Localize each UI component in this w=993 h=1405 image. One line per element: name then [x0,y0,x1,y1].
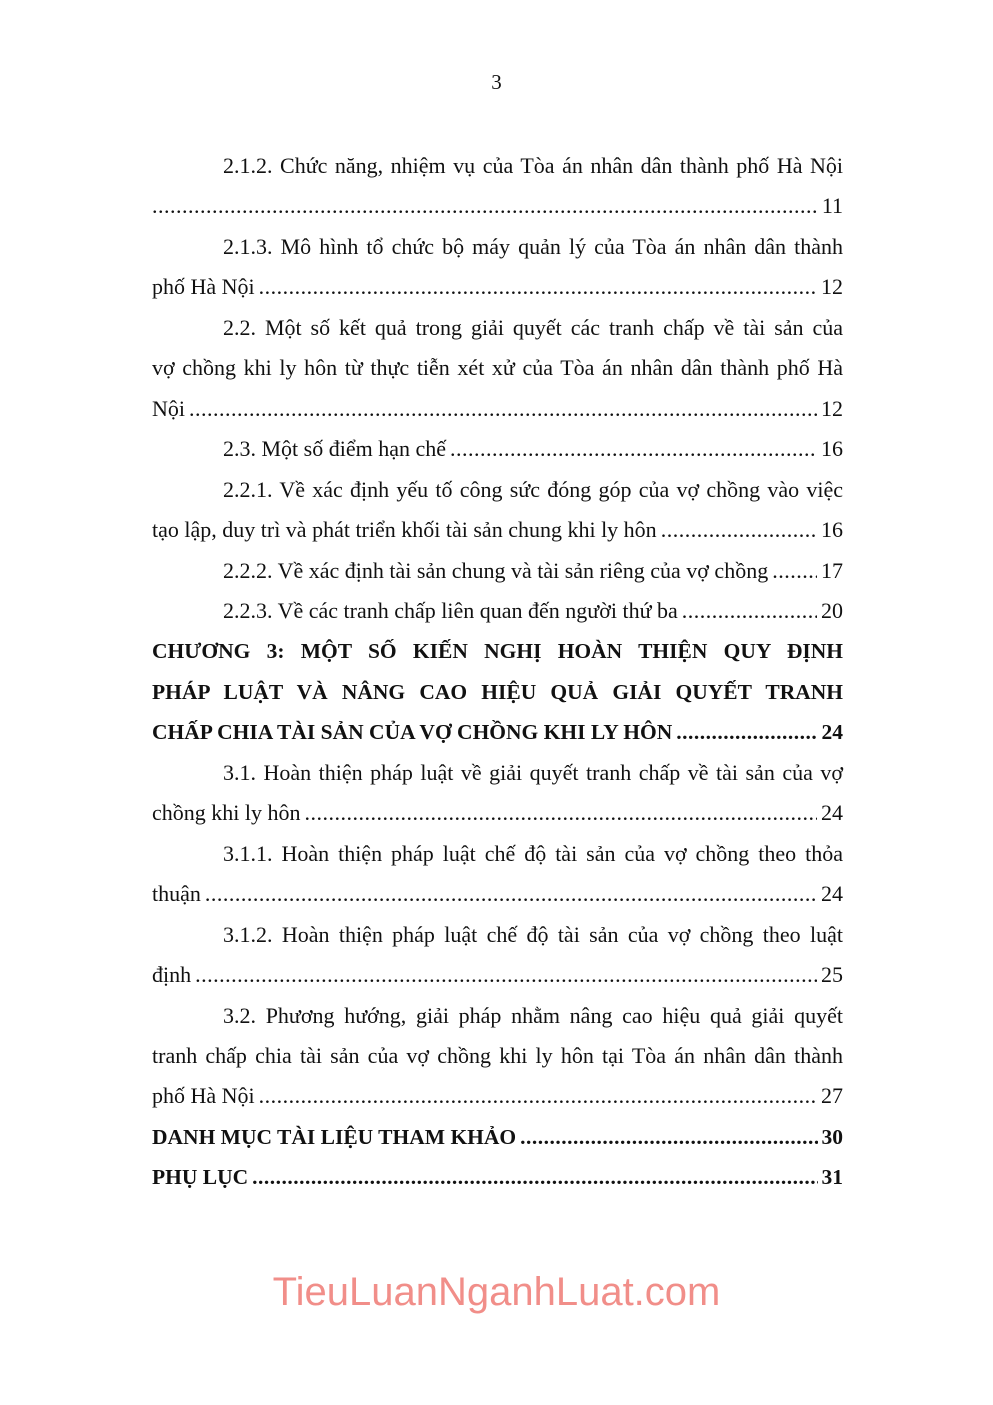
toc-entry-text: 2.3. Một số điểm hạn chế [223,436,447,462]
toc-entry[interactable] [152,915,843,996]
toc-entry-text: CHẤP CHIA TÀI SẢN CỦA VỢ CHỒNG KHI LY HÔN [152,720,673,745]
dot-leader [676,712,817,752]
toc-entry-text: PHÁP LUẬT VÀ NÂNG CAO HIỆU QUẢ GIẢI QUYẾT TRANH [152,679,843,704]
toc-entry-text: DANH MỤC TÀI LIỆU THAM KHẢO [152,1124,517,1149]
toc-entry[interactable] [152,1157,843,1197]
dot-leader [772,551,817,591]
toc-entry[interactable] [152,227,843,308]
toc-entry-text: 2.2. Một số kết quả trong giải quyết các tranh chấp về tài sản của [223,314,843,340]
toc-entry[interactable] [152,308,843,429]
toc-page-number: 24 [821,881,843,907]
toc-entry-text: CHƯƠNG 3: MỘT SỐ KIẾN NGHỊ HOÀN THIỆN QUY ĐỊNH [152,639,843,664]
toc-entry-text: chồng khi ly hôn [152,800,301,826]
page-number: 3 [491,70,502,94]
toc-entry-text: Nội [152,395,185,421]
toc-page-number: 20 [821,597,843,623]
toc-entry[interactable] [152,834,843,915]
dot-leader [682,591,817,631]
toc-entry[interactable] [152,753,843,834]
toc-entry-text: 3.1.2. Hoàn thiện pháp luật chế độ tài sản của vợ chồng theo luật [223,921,843,947]
toc-page-number: 31 [821,1165,843,1190]
toc-entry[interactable] [152,429,843,469]
toc-entry-text: thuận [152,881,201,907]
toc-entry-text: tranh chấp chia tài sản của vợ chồng khi ly hôn tại Tòa án nhân dân thành [152,1042,843,1068]
toc-entry-text: phố Hà Nội [152,1083,255,1109]
toc-entry-text: vợ chồng khi ly hôn từ thực tiễn xét xử của Tòa án nhân dân thành phố Hà [152,355,843,381]
toc-entry-text: tạo lập, duy trì và phát triển khối tài sản chung khi ly hôn [152,517,657,543]
toc-entry-text: 2.1.2. Chức năng, nhiệm vụ của Tòa án nhân dân thành phố Hà Nội [223,153,843,178]
toc-page-number: 25 [821,962,843,988]
dot-leader [252,1157,817,1197]
toc-entry[interactable] [152,470,843,551]
toc-entry-text: 2.2.1. Về xác định yếu tố công sức đóng góp của vợ chồng vào việc [223,476,843,502]
toc-page-number: 17 [821,557,843,583]
toc-entry-text: 2.1.3. Mô hình tổ chức bộ máy quản lý của Tòa án nhân dân thành [223,233,843,259]
toc-entry[interactable] [152,1117,843,1157]
watermark: TieuLuanNganhLuat.com [272,1270,721,1314]
toc-entry-text: định [152,962,192,988]
dot-leader [195,955,817,995]
toc-page-number: 24 [821,800,843,826]
toc-entry-text: PHỤ LỤC [152,1165,249,1190]
table-of-contents [152,146,843,1198]
dot-leader [305,793,818,833]
dot-leader [661,510,817,550]
toc-entry-text: 3.1.1. Hoàn thiện pháp luật chế độ tài sản của vợ chồng theo thỏa [223,840,843,866]
toc-page-number: 30 [821,1124,843,1149]
toc-page-number: 16 [821,436,843,462]
toc-entry[interactable] [152,631,843,752]
toc-entry[interactable] [152,996,843,1117]
toc-page-number: 27 [821,1083,843,1109]
toc-entry-text: 3.2. Phương hướng, giải pháp nhằm nâng cao hiệu quả giải quyết [223,1002,843,1028]
toc-entry-text: 2.2.3. Về các tranh chấp liên quan đến người thứ ba [223,597,678,623]
dot-leader [189,389,817,429]
toc-entry[interactable] [152,591,843,631]
dot-leader [259,267,817,307]
toc-page-number: 12 [821,274,843,300]
toc-entry-text: phố Hà Nội [152,274,255,300]
dot-leader [152,186,818,226]
toc-page-number: 11 [821,193,843,219]
toc-entry-text: 2.2.2. Về xác định tài sản chung và tài sản riêng của vợ chồng [223,557,769,583]
toc-page-number: 24 [821,720,843,745]
toc-entry[interactable] [152,146,843,227]
toc-entry-text: 3.1. Hoàn thiện pháp luật về giải quyết tranh chấp về tài sản của vợ [223,759,843,785]
toc-page-number: 12 [821,395,843,421]
dot-leader [205,874,817,914]
dot-leader [259,1076,817,1116]
toc-page-number: 16 [821,517,843,543]
toc-entry[interactable] [152,551,843,591]
dot-leader [450,429,817,469]
dot-leader [520,1117,817,1157]
